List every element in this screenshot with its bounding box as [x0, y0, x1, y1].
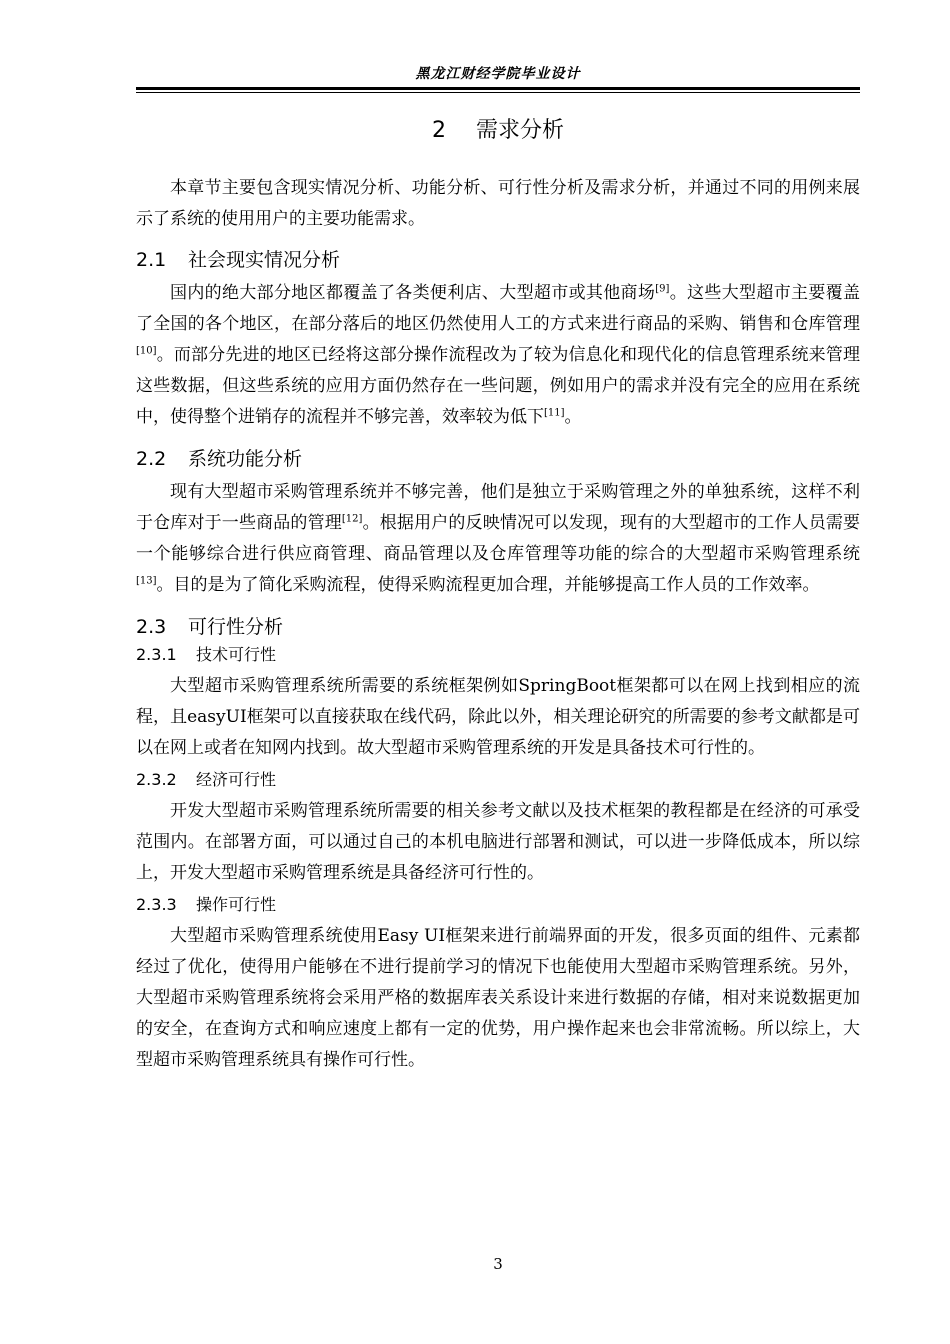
- citation: [10]: [136, 345, 157, 357]
- text-run: 。根据用户的反映情况可以发现，现有的大型超市的工作人员需要一个能够综合进行供应商管理、商品管理以及仓库管理等功能的综合的大型超市采购管理系统: [136, 513, 861, 564]
- text-run: 国内的绝大部分地区都覆盖了各类便利店、大型超市或其他商场: [170, 283, 656, 303]
- section-heading-2-3: [136, 613, 860, 641]
- citation: [9]: [655, 283, 670, 295]
- section-title: 系统功能分析: [188, 448, 303, 470]
- subsection-heading-2-3-3: [136, 893, 860, 917]
- text-run: 。而部分先进的地区已经将这部分操作流程改为了较为信息化和现代化的信息管理系统来管理这些数据，但这些系统的应用方面仍然存在一些问题，例如用户的需求并没有完全的应用在系统中，使得整个进销存的流程并不够完善，效率较为低下: [136, 345, 860, 427]
- subsection-2-3-2-paragraph: 开发大型超市采购管理系统所需要的相关参考文献以及技术框架的教程都是在经济的可承受范围内。在部署方面，可以通过自己的本机电脑进行部署和测试，可以进一步降低成本，所以综上，开发大型超市采购管理系统是具备经济可行性的。: [136, 801, 860, 883]
- chapter-name: 需求分析: [475, 118, 564, 143]
- subsection-number: 2.3.3: [136, 895, 177, 914]
- subsection-heading-2-3-1: [136, 643, 860, 667]
- subsection-heading-2-3-2: [136, 768, 860, 792]
- section-number: 2.2: [136, 448, 167, 470]
- subsection-2-3-3-paragraph: 大型超市采购管理系统使用Easy UI框架来进行前端界面的开发，很多页面的组件、元素都经过了优化，使得用户能够在不进行提前学习的情况下也能使用大型超市采购管理系统。另外，大型超市采购管理系统将会采用严格的数据库表关系设计来进行数据的存储，相对来说数据更加的安全，在查询方式和响应速度上都有一定的优势，用户操作起来也会非常流畅。所以综上，大型超市采购管理系统具有操作可行性。: [136, 926, 860, 1070]
- citation: [12]: [341, 513, 363, 525]
- section-heading-2-1: [136, 246, 860, 274]
- subsection-title: 操作可行性: [196, 895, 277, 914]
- section-title: 社会现实情况分析: [188, 249, 341, 271]
- page-header: 黑龙江财经学院毕业设计: [415, 66, 581, 82]
- intro-paragraph: 本章节主要包含现实情况分析、功能分析、可行性分析及需求分析，并通过不同的用例来展示了系统的使用用户的主要功能需求。: [136, 178, 860, 229]
- text-run: 。目的是为了简化采购流程，使得采购流程更加合理，并能够提高工作人员的工作效率。: [156, 575, 820, 595]
- subsection-number: 2.3.2: [136, 770, 177, 789]
- subsection-2-3-1-paragraph: 大型超市采购管理系统所需要的系统框架例如SpringBoot框架都可以在网上找到相应的流程，且easyUI框架可以直接获取在线代码，除此以外，相关理论研究的所需要的参考文献都是可以在网上或者在知网内找到。故大型超市采购管理系统的开发是具备技术可行性的。: [136, 676, 860, 758]
- section-number: 2.3: [136, 616, 167, 638]
- citation: [11]: [544, 407, 565, 419]
- text-run: 。: [564, 407, 582, 427]
- chapter-number: 2: [431, 118, 446, 143]
- header-rule-thick: [136, 87, 860, 90]
- header-rule-thin: [136, 92, 860, 93]
- document-body: [136, 173, 860, 1076]
- citation: [13]: [136, 575, 157, 587]
- chapter-title: [136, 114, 860, 148]
- subsection-number: 2.3.1: [136, 645, 177, 664]
- subsection-title: 技术可行性: [196, 645, 277, 664]
- text-run: 现有大型超市采购管理系统并不够完善，他们是独立于采购管理之外的单独系统，这样不利于仓库对于一些商品的管理: [136, 482, 860, 533]
- page-number: 3: [493, 1255, 503, 1273]
- section-title: 可行性分析: [188, 616, 284, 638]
- section-number: 2.1: [136, 249, 167, 271]
- section-heading-2-2: [136, 445, 860, 473]
- subsection-title: 经济可行性: [196, 770, 277, 789]
- section-2-2-paragraph: [136, 477, 860, 601]
- section-2-1-paragraph: [136, 278, 860, 433]
- text-run: 。这些大型超市主要覆盖了全国的各个地区，在部分落后的地区仍然使用人工的方式来进行商品的采购、销售和仓库管理: [136, 283, 861, 334]
